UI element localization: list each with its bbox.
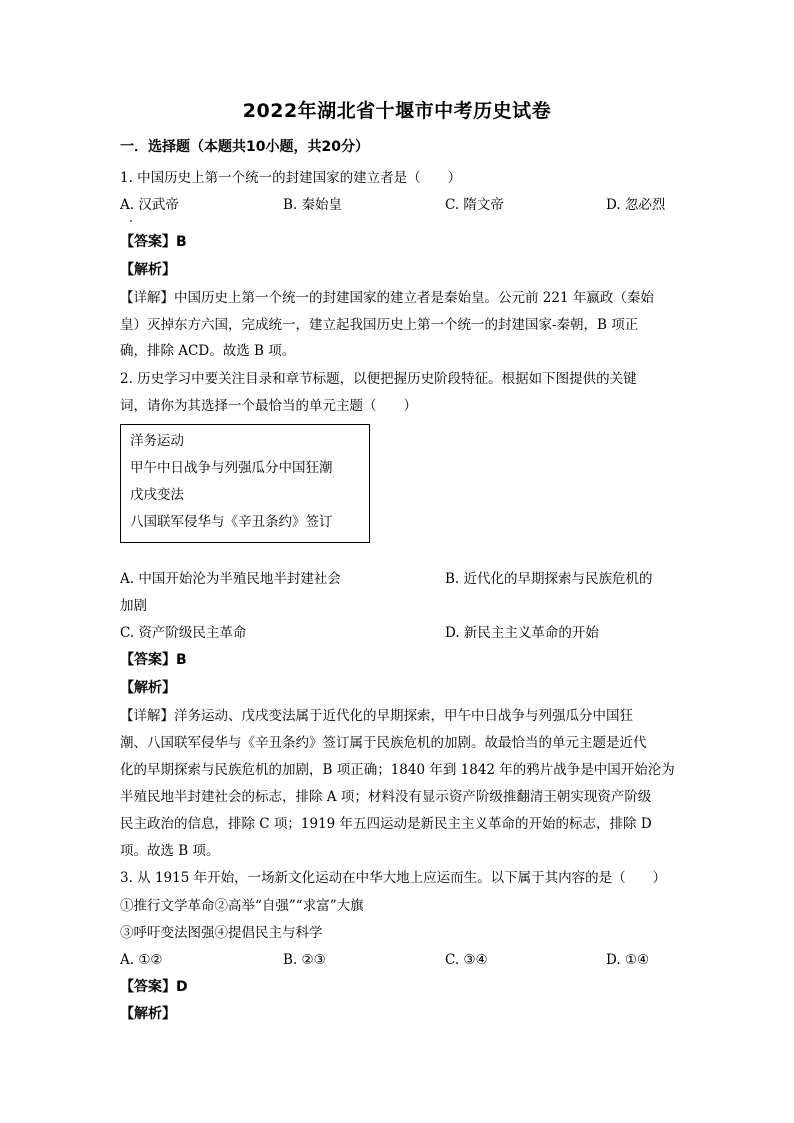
q2-stem-line-1: 2. 历史学习中要关注目录和章节标题，以便把握历史阶段特征。根据如下图提供的关键 (120, 371, 637, 387)
q2-option-b-continued: 加剧 (120, 598, 147, 614)
q2-answer: 【答案】B (120, 652, 187, 668)
q3-option-a: A. ①② (120, 952, 163, 968)
q3-answer: 【答案】D (120, 979, 188, 995)
q1-option-a: A. 汉武帝 (120, 197, 179, 213)
keyword-item: 洋务运动 (130, 433, 184, 449)
q2-option-a: A. 中国开始沦为半殖民地半封建社会 (120, 571, 341, 587)
q3-option-b: B. ②③ (283, 952, 326, 968)
q1-answer: 【答案】B (120, 234, 187, 250)
q1-option-d: D. 忽必烈 (606, 197, 666, 213)
page-title: 2022年湖北省十堰市中考历史试卷 (242, 100, 552, 122)
q3-stem: 3. 从 1915 年开始，一场新文化运动在中华大地上应运而生。以下属于其内容的是（ ） (120, 870, 667, 886)
q2-detail-line-4: 半殖民地半封建社会的标志，排除 A 项；材料没有显示资产阶级推翻清王朝实现资产阶级 (120, 789, 652, 805)
q1-option-b: B. 秦始皇 (283, 197, 343, 213)
q2-detail-line-2: 潮、八国联军侵华与《辛丑条约》签订属于民族危机的加剧。故最恰当的单元主题是近代 (120, 735, 647, 751)
q2-option-d: D. 新民主主义革命的开始 (445, 625, 599, 641)
q2-option-b: B. 近代化的早期探索与民族危机的 (445, 571, 653, 587)
keyword-item: 甲午中日战争与列强瓜分中国狂潮 (130, 460, 333, 476)
keyword-item: 戊戌变法 (130, 487, 184, 503)
keyword-item: 八国联军侵华与《辛丑条约》签订 (130, 514, 333, 530)
stray-dot (130, 220, 132, 222)
q1-option-c: C. 隋文帝 (445, 197, 504, 213)
q2-detail-line-5: 民主政治的信息，排除 C 项；1919 年五四运动是新民主主义革命的开始的标志，排除 D (120, 816, 652, 832)
section-heading: 一．选择题（本题共10小题，共20分） (120, 139, 369, 155)
q1-detail-line-2: 皇）灭掉东方六国，完成统一，建立起我国历史上第一个统一的封建国家-秦朝，B 项正 (120, 317, 639, 333)
q1-detail-line-1: 【详解】中国历史上第一个统一的封建国家的建立者是秦始皇。公元前 221 年嬴政（秦始 (120, 290, 654, 306)
q3-items-line-2: ③呼吁变法图强④提倡民主与科学 (120, 925, 323, 941)
q3-items-line-1: ①推行文学革命②高举“自强”“求富”大旗 (120, 898, 364, 914)
q2-option-c: C. 资产阶级民主革命 (120, 625, 247, 641)
q3-analysis-label: 【解析】 (120, 1006, 176, 1022)
q3-option-c: C. ③④ (445, 952, 488, 968)
q3-option-d: D. ①④ (606, 952, 650, 968)
q2-detail-line-1: 【详解】洋务运动、戊戌变法属于近代化的早期探索，甲午中日战争与列强瓜分中国狂 (120, 708, 633, 724)
q2-stem-line-2: 词，请你为其选择一个最恰当的单元主题（ ） (120, 398, 417, 414)
question-1-stem: 1. 中国历史上第一个统一的封建国家的建立者是（ ） (120, 170, 462, 186)
q2-analysis-label: 【解析】 (120, 680, 176, 696)
q1-analysis-label: 【解析】 (120, 262, 176, 278)
q1-detail-line-3: 确，排除 ACD。故选 B 项。 (120, 343, 296, 359)
q2-detail-line-6: 项。故选 B 项。 (120, 843, 220, 859)
keyword-box (120, 424, 370, 543)
q2-detail-line-3: 化的早期探索与民族危机的加剧，B 项正确；1840 年到 1842 年的鸦片战争是中国开始沦为 (120, 762, 675, 778)
